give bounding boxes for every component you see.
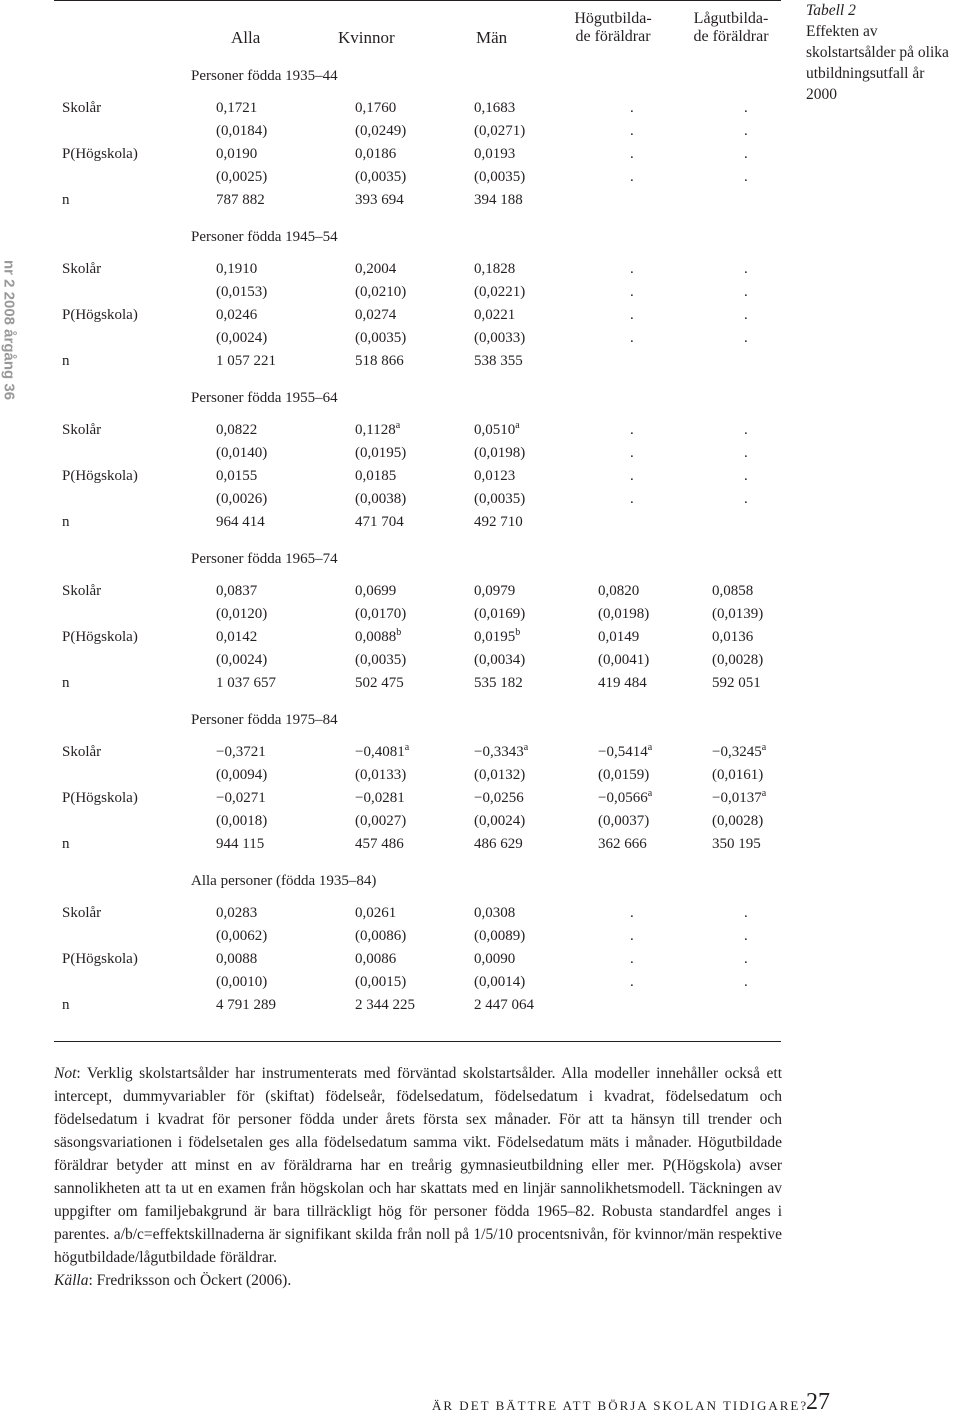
table-cell: (0,0062) xyxy=(216,928,268,944)
table-cell: 0,0190 xyxy=(216,146,258,162)
row-label-n: n xyxy=(62,997,70,1013)
table-cell: 0,1683 xyxy=(474,100,516,116)
col-header-lagutbildade xyxy=(680,10,782,46)
table-cell: 2 447 064 xyxy=(474,997,534,1013)
row-label-n: n xyxy=(62,836,70,852)
row-label-phogskola: P(Högskola) xyxy=(62,146,138,162)
table-cell: (0,0038) xyxy=(355,491,407,507)
row-label-n: n xyxy=(62,675,70,691)
table-cell: 0,0699 xyxy=(355,583,397,599)
table-cell: . xyxy=(744,468,748,484)
table-cell: (0,0089) xyxy=(474,928,526,944)
group-title: Personer födda 1945–54 xyxy=(191,229,338,245)
table-cell: 1 037 657 xyxy=(216,675,276,691)
table-cell: (0,0035) xyxy=(474,169,526,185)
table-cell: 0,0185 xyxy=(355,468,397,484)
table-cell: . xyxy=(744,422,748,438)
row-label-phogskola: P(Högskola) xyxy=(62,951,138,967)
table-cell: 0,0510$^a$ xyxy=(474,420,520,438)
table-cell: 471 704 xyxy=(355,514,404,530)
row-label-phogskola: P(Högskola) xyxy=(62,629,138,645)
col-header-lagutbildade-line2: de föräldrar xyxy=(693,28,769,45)
group-title: Personer födda 1975–84 xyxy=(191,712,338,728)
table-cell: (0,0027) xyxy=(355,813,407,829)
table-cell: 1 057 221 xyxy=(216,353,276,369)
table-cell: 0,0221 xyxy=(474,307,516,323)
significance-marker: a xyxy=(761,788,767,799)
note-label: Not xyxy=(54,1065,77,1082)
table-cell: −0,3721 xyxy=(216,744,266,760)
results-table xyxy=(54,0,781,1042)
col-header-man: Män xyxy=(476,28,508,47)
table-cell: 419 484 xyxy=(598,675,647,691)
table-cell: (0,0025) xyxy=(216,169,268,185)
table-cell: . xyxy=(744,928,748,944)
table-cell: 393 694 xyxy=(355,192,404,208)
table-cell: 502 475 xyxy=(355,675,404,691)
table-cell: 0,1910 xyxy=(216,261,258,277)
table-cell: . xyxy=(630,100,634,116)
table-cell: . xyxy=(744,100,748,116)
table-cell: (0,0041) xyxy=(598,652,650,668)
row-label-skolar: Skolår xyxy=(62,261,102,277)
significance-marker: a xyxy=(395,420,401,431)
table-cell: . xyxy=(630,928,634,944)
table-cell: (0,0184) xyxy=(216,123,268,139)
table-cell: 787 882 xyxy=(216,192,265,208)
table-cell: . xyxy=(744,905,748,921)
significance-marker: a xyxy=(404,742,410,753)
table-cell: . xyxy=(630,905,634,921)
table-cell: 0,1128$^a$ xyxy=(355,420,401,438)
table-cell: (0,0271) xyxy=(474,123,526,139)
table-cell: 0,0186 xyxy=(355,146,397,162)
table-cell: . xyxy=(744,284,748,300)
table-cell: 0,0142 xyxy=(216,629,258,645)
table-cell: (0,0086) xyxy=(355,928,407,944)
table-cell: . xyxy=(744,330,748,346)
significance-marker: a xyxy=(523,742,529,753)
significance-marker: a xyxy=(647,742,653,753)
table-cell: 0,0090 xyxy=(474,951,516,967)
table-cell: −0,0256 xyxy=(474,790,524,806)
table-cell: (0,0133) xyxy=(355,767,407,783)
group-title: Alla personer (födda 1935–84) xyxy=(191,873,377,889)
table-cell: (0,0035) xyxy=(355,330,407,346)
table-cell: 362 666 xyxy=(598,836,647,852)
col-header-hogutbildade xyxy=(562,10,664,46)
table-cell: (0,0249) xyxy=(355,123,407,139)
table-cell: (0,0198) xyxy=(598,606,650,622)
table-cell: . xyxy=(744,146,748,162)
table-cell: −0,3343$^a$ xyxy=(474,742,529,760)
table-cell: . xyxy=(630,307,634,323)
table-cell: 0,1828 xyxy=(474,261,516,277)
journal-issue-label xyxy=(0,250,20,410)
col-header-alla: Alla xyxy=(231,28,261,47)
table-cell: . xyxy=(744,307,748,323)
running-title: ÄR DET BÄTTRE ATT BÖRJA SKOLAN TIDIGARE? xyxy=(432,1398,809,1413)
table-cell: (0,0221) xyxy=(474,284,526,300)
table-cell: . xyxy=(744,445,748,461)
table-cell: (0,0195) xyxy=(355,445,407,461)
col-header-hogutbildade-line1: Högutbilda- xyxy=(574,10,652,27)
table-cell: (0,0024) xyxy=(474,813,526,829)
table-cell: 0,0136 xyxy=(712,629,754,645)
table-cell: (0,0170) xyxy=(355,606,407,622)
row-label-n: n xyxy=(62,353,70,369)
table-cell: . xyxy=(630,261,634,277)
table-cell: 0,0086 xyxy=(355,951,397,967)
table-cell: 0,2004 xyxy=(355,261,397,277)
table-cell: (0,0169) xyxy=(474,606,526,622)
col-header-lagutbildade-line1: Lågutbilda- xyxy=(693,10,769,27)
table-cell: −0,4081$^a$ xyxy=(355,742,410,760)
note-text: : Verklig skolstartsålder har instrumenterats med förväntad skolstartsålder. Alla modeller innehåller också ett intercept, dummyvariabler för (skiftat) födelseår, födelsedatum, födelsedatum i kvadrat, födelsedatum och födelsedatum i kvadrat för personer födda under årets första sex månader. För att ta hänsyn till trender och säsongsvariationen i födelsetalen ges alla födelsedatum samma vikt. Födelsedatum mäts i månader. Högutbildade föräldrar betyder att minst en av föräldrarna har en treårig gymnasieutbildning eller mer. P(Högskola) avser sannolikheten att ta ut en examen från högskolan och har skattats med en linjär sannolikhetsmodell. Täckningen av uppgifter om familjebakgrund är bara tillräckligt hög för personer födda 1965–82. Robusta standardfel anges i parentes. a/b/c=effektskillnaderna är signifikant skilda från noll på 1/5/10 procentsnivån, för kvinnor/män respektive högutbildade/lågutbildade föräldrar. xyxy=(54,1065,782,1266)
table-cell: 0,0858 xyxy=(712,583,754,599)
table-cell: (0,0015) xyxy=(355,974,407,990)
table-cell: 0,0149 xyxy=(598,629,640,645)
table-cell: (0,0026) xyxy=(216,491,268,507)
table-cell: −0,0271 xyxy=(216,790,266,806)
caption-text: Effekten av skolstartsålder på olika utbildningsutfall år 2000 xyxy=(806,23,949,103)
row-label-phogskola: P(Högskola) xyxy=(62,790,138,806)
table-cell: . xyxy=(630,974,634,990)
table-cell: 457 486 xyxy=(355,836,404,852)
table-cell: (0,0159) xyxy=(598,767,650,783)
table-cell: . xyxy=(630,330,634,346)
table-cell: 486 629 xyxy=(474,836,523,852)
side-label-text: nr 2 2008 årgång 36 xyxy=(0,259,18,401)
table-cell: 492 710 xyxy=(474,514,523,530)
table-cell: (0,0033) xyxy=(474,330,526,346)
table-cell: . xyxy=(630,468,634,484)
table-cell: (0,0120) xyxy=(216,606,268,622)
table-cell: (0,0132) xyxy=(474,767,526,783)
caption-label: Tabell 2 xyxy=(806,2,856,19)
table-cell: (0,0010) xyxy=(216,974,268,990)
row-label-n: n xyxy=(62,514,70,530)
row-label-skolar: Skolår xyxy=(62,100,102,116)
table-cell: (0,0018) xyxy=(216,813,268,829)
table-cell: 350 195 xyxy=(712,836,761,852)
table-cell: . xyxy=(744,951,748,967)
table-cell: (0,0139) xyxy=(712,606,764,622)
significance-marker: b xyxy=(515,627,521,638)
table-cell: 0,0088 xyxy=(216,951,258,967)
col-header-hogutbildade-line2: de föräldrar xyxy=(575,28,651,45)
table-cell: . xyxy=(744,169,748,185)
table-cell: 0,1721 xyxy=(216,100,258,116)
row-label-phogskola: P(Högskola) xyxy=(62,468,138,484)
table-cell: −0,3245$^a$ xyxy=(712,742,767,760)
table-cell: (0,0034) xyxy=(474,652,526,668)
source-text: : Fredriksson och Öckert (2006). xyxy=(88,1272,292,1289)
table-cell: 0,0308 xyxy=(474,905,516,921)
table-cell: 0,0193 xyxy=(474,146,516,162)
table-cell: . xyxy=(744,261,748,277)
table-cell: (0,0014) xyxy=(474,974,526,990)
table-cell: 944 115 xyxy=(216,836,265,852)
table-cell: −0,0137$^a$ xyxy=(712,788,767,806)
table-cell: 0,0195$^b$ xyxy=(474,627,521,645)
table-cell: 0,0274 xyxy=(355,307,397,323)
table-cell: 0,0246 xyxy=(216,307,258,323)
table-cell: (0,0024) xyxy=(216,330,268,346)
table-cell: . xyxy=(630,284,634,300)
table-cell: (0,0035) xyxy=(355,652,407,668)
table-cell: (0,0140) xyxy=(216,445,268,461)
table-cell: . xyxy=(630,422,634,438)
table-cell: 0,0283 xyxy=(216,905,258,921)
table-cell: −0,0566$^a$ xyxy=(598,788,653,806)
table-cell: 0,0837 xyxy=(216,583,258,599)
table-cell: . xyxy=(630,951,634,967)
table-cell: 592 051 xyxy=(712,675,761,691)
table-cell: 394 188 xyxy=(474,192,523,208)
table-cell: (0,0024) xyxy=(216,652,268,668)
table-cell: (0,0198) xyxy=(474,445,526,461)
table-cell: . xyxy=(744,974,748,990)
table-cell: (0,0028) xyxy=(712,813,764,829)
table-cell: (0,0037) xyxy=(598,813,650,829)
table-cell: 0,0088$^b$ xyxy=(355,627,402,645)
table-cell: 538 355 xyxy=(474,353,523,369)
table-cell: . xyxy=(744,491,748,507)
page-number: 27 xyxy=(806,1389,830,1415)
table-cell: 964 414 xyxy=(216,514,265,530)
row-label-skolar: Skolår xyxy=(62,744,102,760)
table-cell: (0,0210) xyxy=(355,284,407,300)
table-cell: 0,0123 xyxy=(474,468,516,484)
row-label-phogskola: P(Högskola) xyxy=(62,307,138,323)
significance-marker: a xyxy=(515,420,520,431)
table-cell: (0,0028) xyxy=(712,652,764,668)
table-cell: . xyxy=(744,123,748,139)
table-cell: (0,0153) xyxy=(216,284,268,300)
table-caption xyxy=(806,0,956,105)
table-cell: −0,5414$^a$ xyxy=(598,742,653,760)
group-title: Personer födda 1965–74 xyxy=(191,551,338,567)
table-cell: (0,0094) xyxy=(216,767,268,783)
significance-marker: a xyxy=(761,742,767,753)
table-cell: 518 866 xyxy=(355,353,404,369)
table-cell: . xyxy=(630,445,634,461)
table-cell: 0,0820 xyxy=(598,583,640,599)
table-cell: 0,0979 xyxy=(474,583,516,599)
row-label-n: n xyxy=(62,192,70,208)
table-cell: . xyxy=(630,491,634,507)
table-cell: 4 791 289 xyxy=(216,997,276,1013)
group-title: Personer födda 1935–44 xyxy=(191,68,338,84)
col-header-kvinnor: Kvinnor xyxy=(338,28,395,47)
source-label: Källa xyxy=(54,1272,89,1289)
row-label-skolar: Skolår xyxy=(62,422,102,438)
table-cell: 2 344 225 xyxy=(355,997,415,1013)
significance-marker: b xyxy=(396,627,402,638)
table-cell: . xyxy=(630,123,634,139)
table-cell: . xyxy=(630,146,634,162)
table-cell: 0,0261 xyxy=(355,905,397,921)
table-cell: −0,0281 xyxy=(355,790,405,806)
table-note xyxy=(54,1062,782,1292)
table-cell: 0,0822 xyxy=(216,422,258,438)
significance-marker: a xyxy=(647,788,653,799)
group-title: Personer födda 1955–64 xyxy=(191,390,338,406)
table-cell: . xyxy=(630,169,634,185)
table-cell: (0,0161) xyxy=(712,767,764,783)
table-cell: (0,0035) xyxy=(355,169,407,185)
table-cell: 535 182 xyxy=(474,675,523,691)
row-label-skolar: Skolår xyxy=(62,583,102,599)
table-cell: 0,1760 xyxy=(355,100,397,116)
table-cell: 0,0155 xyxy=(216,468,258,484)
row-label-skolar: Skolår xyxy=(62,905,102,921)
table-cell: (0,0035) xyxy=(474,491,526,507)
